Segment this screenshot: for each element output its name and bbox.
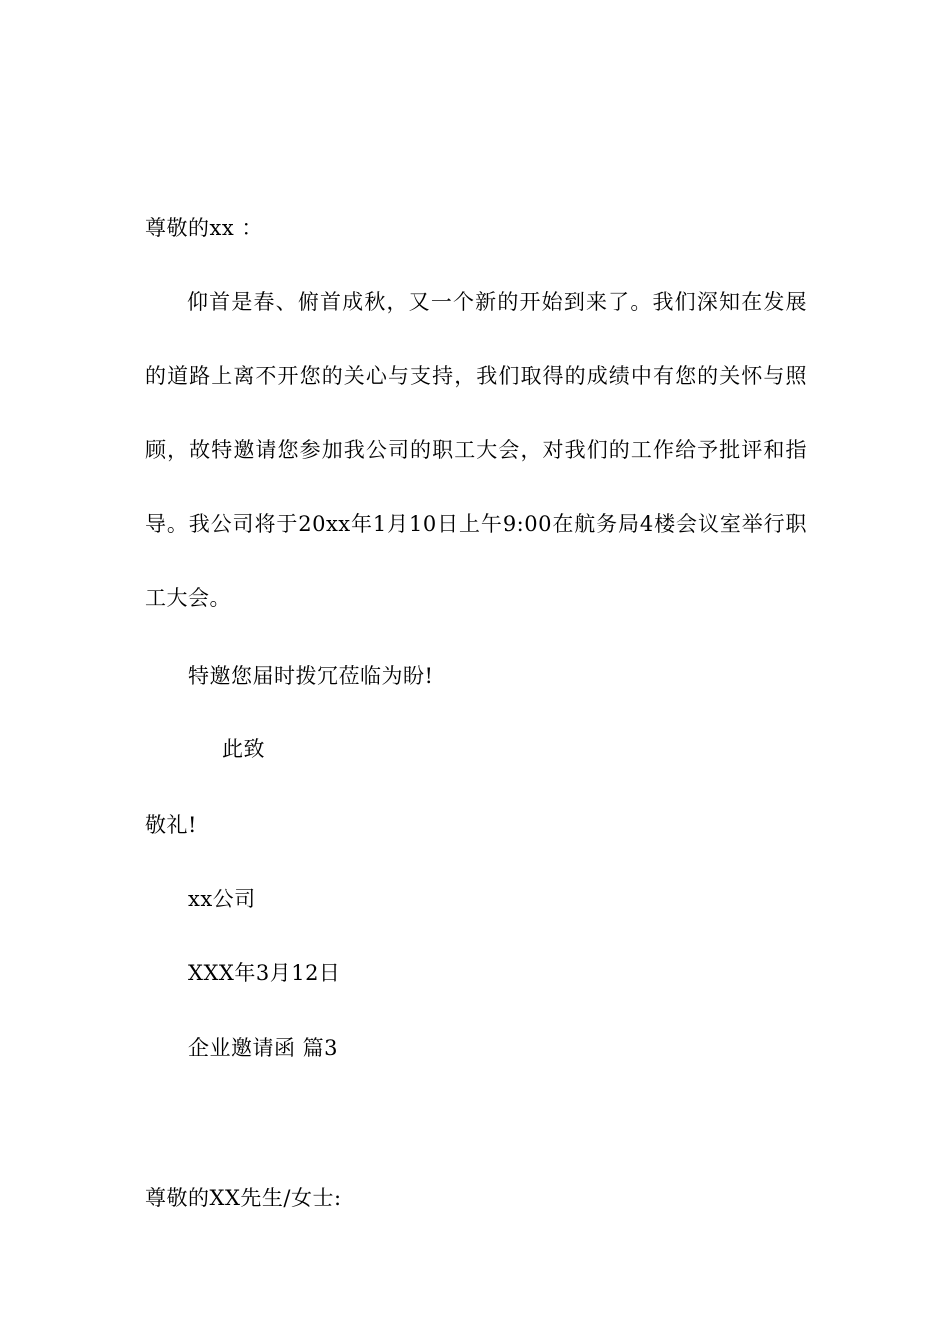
salutation: 尊敬的xx ： xyxy=(145,216,263,240)
closing-ci-zhi: 此致 xyxy=(222,737,265,761)
closing-jing-li: 敬礼! xyxy=(145,813,197,837)
section-title: 企业邀请函 篇3 xyxy=(188,1036,339,1060)
date: XXX年3月12日 xyxy=(188,961,341,985)
invite-line: 特邀您届时拨冗莅临为盼! xyxy=(188,664,434,688)
salutation-2: 尊敬的XX先生/女士: xyxy=(145,1186,342,1210)
body-paragraph: 仰首是春、俯首成秋，又一个新的开始到来了。我们深知在发展的道路上离不开您的关心与支持，我们取得的成绩中有您的关怀与照顾，故特邀请您参加我公司的职工大会，对我们的工作给予批评和指导。我公司将于20xx年1月10日上午9:00在航务局4楼会议室举行职工大会。 xyxy=(145,290,807,610)
signature: xx公司 xyxy=(188,887,256,911)
